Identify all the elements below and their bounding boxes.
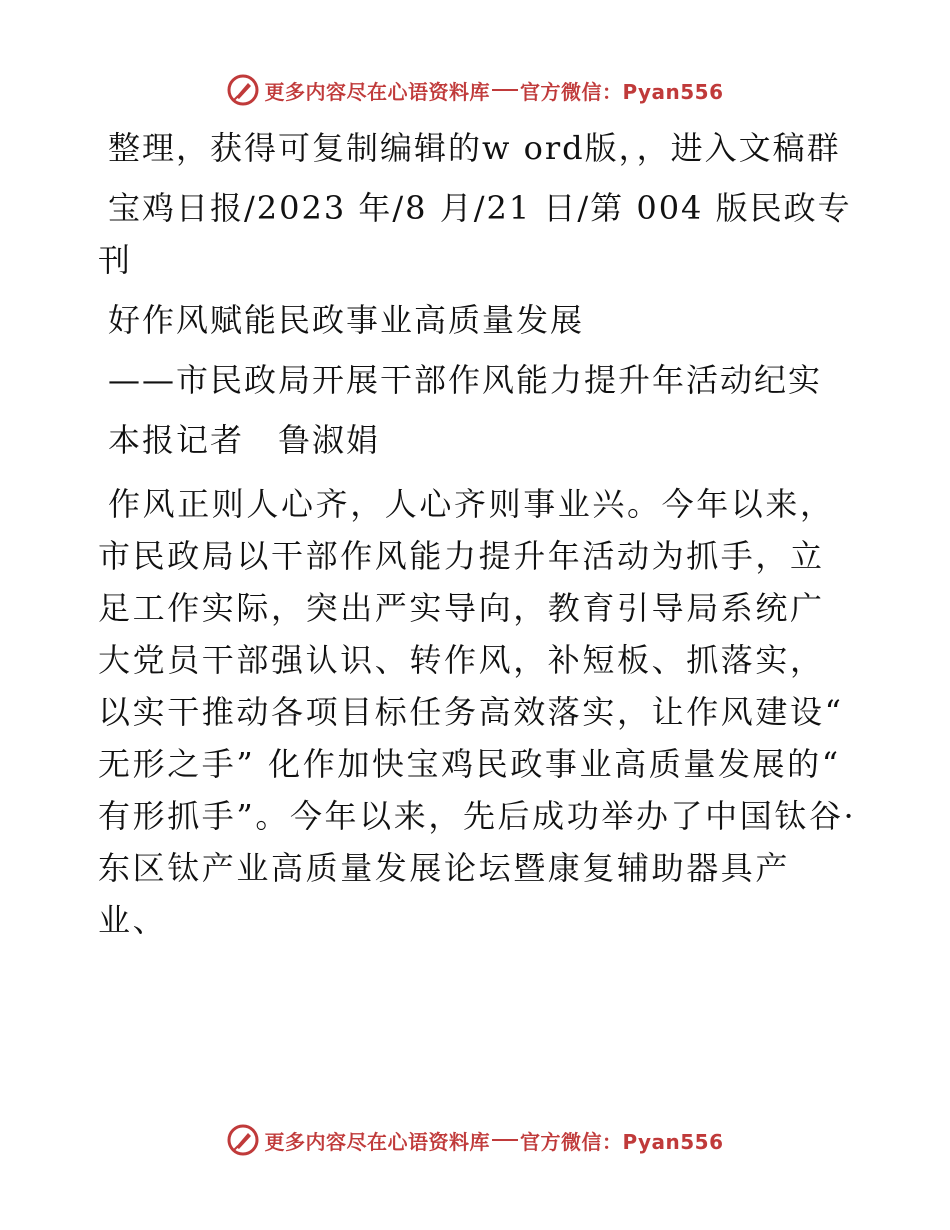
- quill-seal-icon: [226, 1123, 260, 1157]
- banner-brand-text: 更多内容尽在心语资料库: [264, 79, 490, 104]
- subheadline: ——市民政局开展干部作风能力提升年活动纪实: [108, 361, 823, 399]
- intro-line: 整理，获得可复制编辑的w ord版，，进入文稿群: [108, 129, 841, 167]
- byline: 本报记者 鲁淑娟: [108, 421, 381, 459]
- header-watermark-banner: [0, 70, 950, 110]
- banner-brand-text: 更多内容尽在心语资料库: [264, 1129, 490, 1154]
- banner-official-text: 官方微信：Pyan556: [519, 1129, 724, 1154]
- document-body: [98, 120, 858, 946]
- source-line: 宝鸡日报/2023 年/8 月/21 日/第 004 版民政专刊: [98, 189, 852, 279]
- banner-divider: [492, 1139, 518, 1141]
- banner-divider: [492, 89, 518, 91]
- headline: 好作风赋能民政事业高质量发展: [108, 301, 585, 339]
- footer-watermark-banner: [0, 1120, 950, 1160]
- quill-seal-icon: [226, 73, 260, 107]
- article-paragraph: 作风正则人心齐，人心齐则事业兴。今年以来，市民政局以干部作风能力提升年活动为抓手，立足工作实际，突出严实导向，教育引导局系统广大党员干部强认识、转作风，补短板、抓落实，以实干推动各项目标任务高效落实，让作风建设“ 无形之手” 化作加快宝鸡民政事业高质量发展的“ 有形抓手”。今年以来，先后成功举办了中国钛谷·东区钛产业高质量发展论坛暨康复辅助器具产业、: [98, 485, 857, 939]
- banner-official-text: 官方微信：Pyan556: [519, 79, 724, 104]
